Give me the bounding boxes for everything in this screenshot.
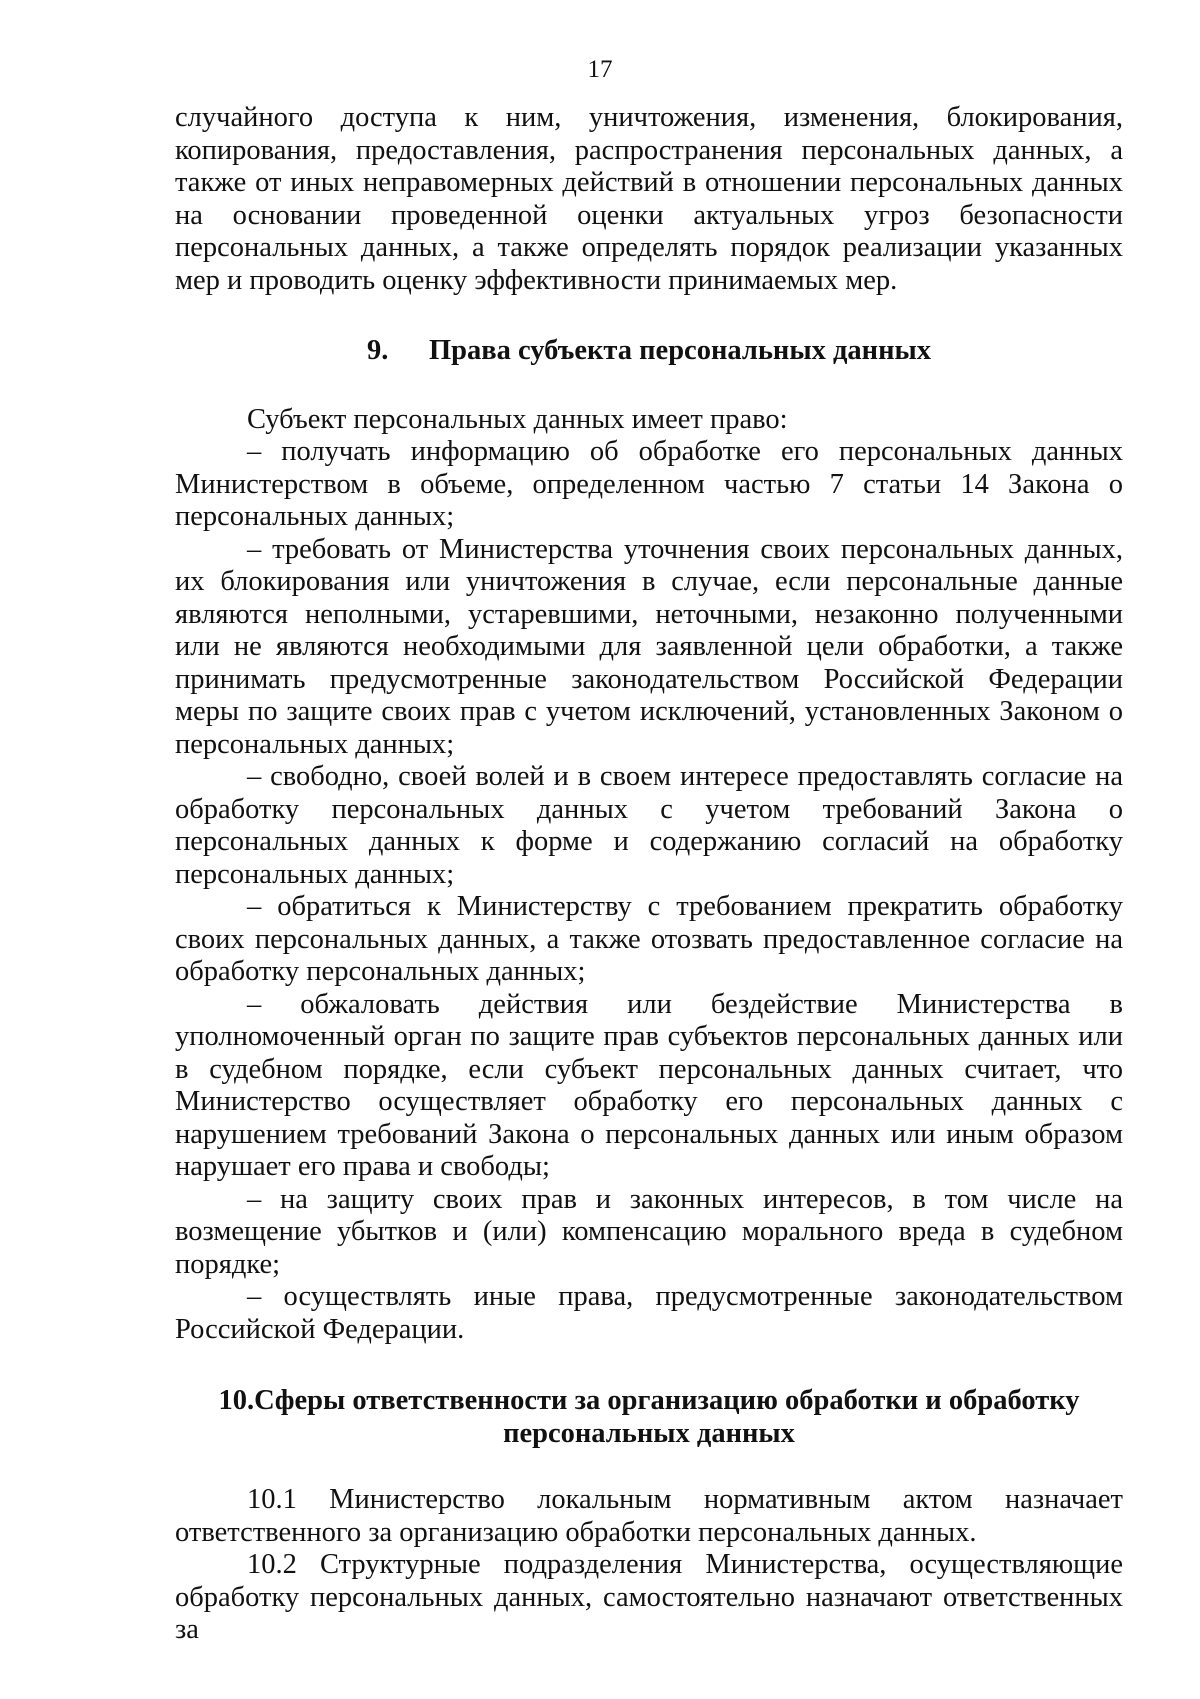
rights-list-item: – получать информацию об обработке его персональных данных Министерством в объеме, определенном частью 7 статьи 14 Закона о персональных данных; bbox=[175, 436, 1123, 532]
rights-list-item: – на защиту своих прав и законных интересов, в том числе на возмещение убытков и (или) компенсацию морального вреда в судебном порядке; bbox=[175, 1183, 1123, 1280]
section-9-lead: Субъект персональных данных имеет право: bbox=[247, 403, 788, 435]
page-content bbox=[175, 102, 1123, 1647]
section-9-heading bbox=[175, 335, 1123, 368]
section-10-title-line-2: персональных данных bbox=[503, 1418, 795, 1449]
rights-list-item: – обратиться к Министерству с требованием прекратить обработку своих персональных данных, а также отозвать предоставленное согласие на обработку персональных данных; bbox=[175, 891, 1123, 987]
section-10-title-line-1: 10.Сферы ответственности за организацию обработки и обработку bbox=[218, 1385, 1080, 1416]
section-10-paragraph: 10.1 Министерство локальным нормативным актом назначает ответственного за организацию обработки персональных данных. bbox=[175, 1484, 1123, 1548]
page-number: 17 bbox=[587, 56, 613, 83]
rights-list-item: – свободно, своей волей и в своем интересе предоставлять согласие на обработку персональных данных с учетом требований Закона о персональных данных к форме и содержанию согласий на обработку персональных данных; bbox=[175, 761, 1123, 890]
section-9-title: Права субъекта персональных данных bbox=[429, 335, 931, 366]
rights-list-item: – осуществлять иные права, предусмотренные законодательством Российской Федерации. bbox=[175, 1281, 1123, 1345]
rights-list-item: – требовать от Министерства уточнения своих персональных данных, их блокирования или уничтожения в случае, если персональные данные являются неполными, устаревшими, неточными, незаконно полученными или не являются необходимыми для заявленной цели обработки, а также принимать предусмотренные законодательством Российской Федерации меры по защите своих прав с учетом исключений, установленных Законом о персональных данных; bbox=[175, 533, 1123, 760]
intro-paragraph: случайного доступа к ним, уничтожения, изменения, блокирования, копирования, предоставления, распространения персональных данных, а также от иных неправомерных действий в отношении персональных данных на основании проведенной оценки актуальных угроз безопасности персональных данных, а также определять порядок реализации указанных мер и проводить оценку эффективности принимаемых мер. bbox=[175, 102, 1123, 296]
section-9-number: 9. bbox=[367, 335, 389, 366]
section-10-heading bbox=[175, 1384, 1123, 1450]
rights-list-item: – обжаловать действия или бездействие Министерства в уполномоченный орган по защите прав субъектов персональных данных или в судебном порядке, если субъект персональных данных считает, что Министерство осуществляет обработку его персональных данных с нарушением требований Закона о персональных данных или иным образом нарушает его права и свободы; bbox=[175, 988, 1123, 1182]
section-10-paragraph: 10.2 Структурные подразделения Министерства, осуществляющие обработку персональных данных, самостоятельно назначают ответственных за bbox=[175, 1549, 1123, 1645]
